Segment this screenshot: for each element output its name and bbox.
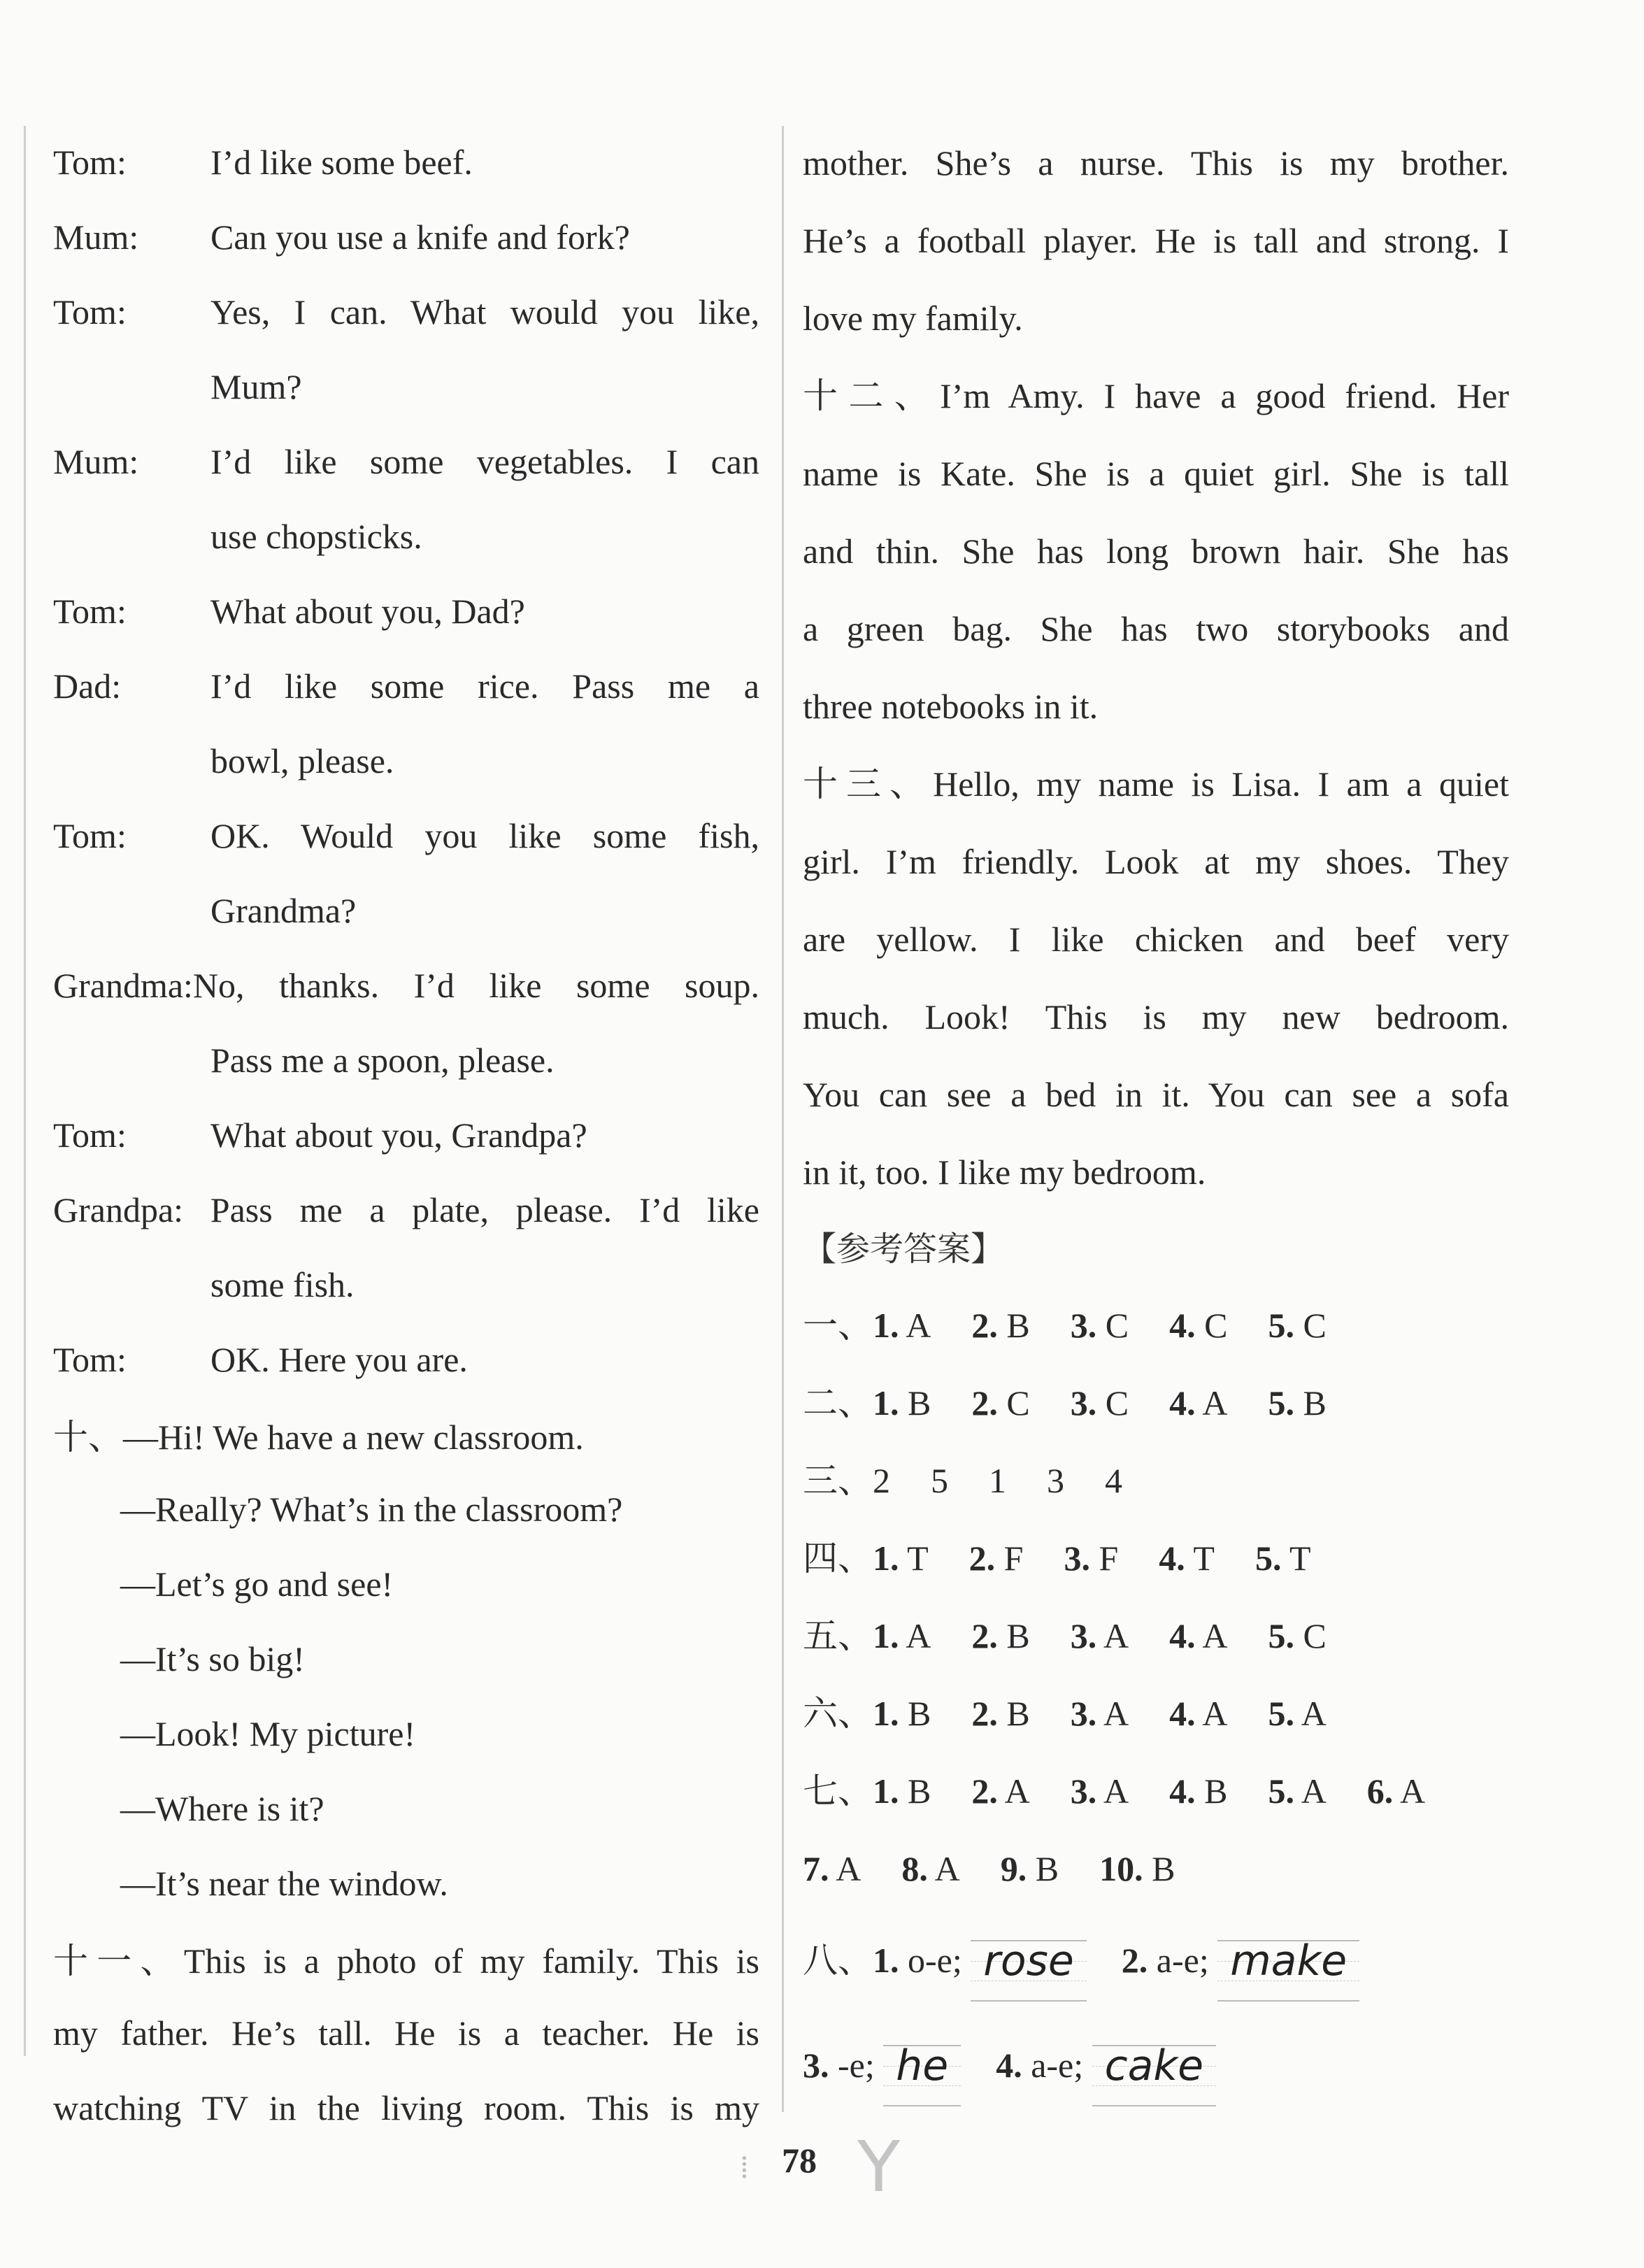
answer-item: 8. A (901, 1849, 960, 1888)
section10-line: —It’s so big! (120, 1639, 305, 1678)
answer-row (803, 1830, 1509, 1908)
answer-item: 1. T (873, 1539, 929, 1578)
answer-item: 5. C (1268, 1616, 1327, 1655)
answer-item: 5. C (1268, 1306, 1327, 1345)
answer-item: 2. B (971, 1616, 1030, 1655)
answer-item: 3. A (1070, 1616, 1129, 1655)
section10-line: —Where is it? (120, 1788, 324, 1828)
dialogue-line: use chopsticks. (210, 516, 422, 556)
answer-section-label: 六、 (803, 1694, 873, 1733)
section11-line: my father. He’s tall. He is a teacher. He is (53, 2013, 759, 2053)
answer-row (803, 1442, 1509, 1520)
answer-item: 1. A (873, 1616, 931, 1655)
answer-row (803, 1520, 1509, 1597)
answer-item: 3. A (1070, 1771, 1129, 1811)
section8-row: 八、1. o-e; rose 2. a-e; make (803, 1908, 1509, 2013)
column-divider (782, 126, 784, 2112)
answer-item: 5. A (1268, 1771, 1327, 1811)
paragraph-line: much. Look! This is my new bedroom. (803, 997, 1509, 1036)
page-number: 78 (782, 2141, 817, 2180)
paragraph-line: name is Kate. She is a quiet girl. She is tall (803, 454, 1509, 493)
answer-row (803, 1753, 1509, 1830)
footer-ornament-right: Y (857, 2126, 901, 2208)
dialogue-line: Dad: I’d like some rice. Pass me a (53, 666, 759, 706)
paragraph-line: 十二、I’m Amy. I have a good friend. Her (803, 376, 1509, 415)
dialogue-line: Mum? (210, 366, 302, 406)
answer-item: 5. T (1255, 1539, 1311, 1578)
section10-line: —Look! My picture! (120, 1713, 416, 1753)
paragraph-line: mother. She’s a nurse. This is my brother. (803, 143, 1509, 183)
paragraph-line: girl. I’m friendly. Look at my shoes. They (803, 842, 1509, 881)
paragraph-line: and thin. She has long brown hair. She has (803, 532, 1509, 571)
answer-item: 5 (931, 1461, 948, 1500)
paragraph-line: 十三、Hello, my name is Lisa. I am a quiet (803, 764, 1509, 804)
handwriting-answer: rose (971, 1926, 1087, 2003)
handwriting-answer: make (1217, 1926, 1359, 2003)
answer-item: 3. F (1064, 1539, 1119, 1578)
paragraph-line: a green bag. She has two storybooks and (803, 609, 1509, 648)
answer-row (803, 1364, 1509, 1442)
paragraph-line: in it, too. I like my bedroom. (803, 1153, 1206, 1192)
paragraph-line: love my family. (803, 299, 1023, 338)
answer-item: 1. B (873, 1771, 931, 1811)
answer-item: 3. C (1070, 1383, 1129, 1422)
answer-item: 7. A (803, 1849, 862, 1888)
answer-item: 2. C (971, 1383, 1030, 1422)
dialogue-line: Pass me a spoon, please. (210, 1040, 555, 1080)
answer-row (803, 1597, 1509, 1675)
answer-item: 5. B (1268, 1383, 1327, 1422)
paragraph-line: are yellow. I like chicken and beef very (803, 920, 1509, 959)
paragraph-line: You can see a bed in it. You can see a sofa (803, 1075, 1509, 1114)
section8-label: 八、 (803, 1941, 873, 1980)
section11-continued (803, 124, 1509, 357)
answer-item: 3. A (1070, 1694, 1129, 1733)
answer-section-label: 二、 (803, 1383, 873, 1422)
paragraph-line: He’s a football player. He is tall and strong. I (803, 221, 1509, 260)
right-column (803, 124, 1509, 2118)
answer-item: 2. A (971, 1771, 1030, 1811)
answers-heading: 【参考答案】 (803, 1229, 1005, 1269)
handwriting-answer: cake (1092, 2031, 1216, 2108)
dialogue-line: Tom: What about you, Grandpa? (53, 1115, 587, 1155)
answer-item: 3 (1047, 1461, 1064, 1500)
dialogue-line: Tom: What about you, Dad? (53, 591, 525, 631)
answer-item: 9. B (1000, 1849, 1059, 1888)
answer-item: 4. A (1169, 1383, 1228, 1422)
answer-item: 4 (1105, 1461, 1122, 1500)
answer-item: 3. C (1070, 1306, 1129, 1345)
dialogue-line: Tom: Yes, I can. What would you like, (53, 292, 759, 331)
section11-line: 十一、This is a photo of my family. This is (53, 1941, 759, 1981)
dialogue-line: Tom: OK. Here you are. (53, 1339, 468, 1379)
dialogue-line: Grandpa: Pass me a plate, please. I’d like (53, 1190, 759, 1229)
section11-line: watching TV in the living room. This is my (53, 2088, 759, 2127)
answer-item: 4. C (1169, 1306, 1228, 1345)
answer-item: 2. B (971, 1694, 1030, 1733)
answer-item: 4. A (1169, 1616, 1228, 1655)
answer-section-label: 五、 (803, 1616, 873, 1655)
section10-line: —Let’s go and see! (120, 1564, 394, 1604)
answer-item: 1. B (873, 1383, 931, 1422)
section10-line: —It’s near the window. (120, 1863, 448, 1903)
answer-item: 1. A (873, 1306, 931, 1345)
dialogue-line: Mum: Can you use a knife and fork? (53, 217, 630, 257)
answer-item: 4. A (1169, 1694, 1228, 1733)
dialogue-line: Mum: I’d like some vegetables. I can (53, 441, 759, 481)
answer-item: 1 (989, 1461, 1006, 1500)
dialogue-line: bowl, please. (210, 741, 394, 780)
section8-row: 3. -e; he 4. a-e; cake (803, 2013, 1509, 2118)
answer-item: 2. F (968, 1539, 1024, 1578)
answer-item: 10. B (1099, 1849, 1175, 1888)
answer-section-label: 一、 (803, 1306, 873, 1345)
paragraph-line: three notebooks in it. (803, 687, 1099, 726)
answer-item: 5. A (1268, 1694, 1327, 1733)
section10-line: —Really? What’s in the classroom? (120, 1489, 623, 1529)
answer-item: 2 (873, 1461, 890, 1500)
answer-section-label: 三、 (803, 1461, 873, 1500)
answer-item: 2. B (971, 1306, 1030, 1345)
dialogue-line: some fish. (210, 1264, 355, 1304)
answer-section-label: 四、 (803, 1539, 873, 1578)
dialogue-line: Grandma:No, thanks. I’d like some soup. (53, 965, 759, 1005)
dialogue-line: Tom: OK. Would you like some fish, (53, 815, 759, 855)
footer-ornament-left: ⁞ (740, 2149, 749, 2185)
dialogue-line: Tom: I’d like some beef. (53, 142, 473, 182)
answer-section-label: 七、 (803, 1771, 873, 1811)
left-column (53, 124, 759, 2145)
section13-paragraph (803, 746, 1509, 1211)
answer-list (803, 1287, 1509, 1908)
answer-item: 1. B (873, 1694, 931, 1733)
answer-row (803, 1287, 1509, 1364)
dialogue-line: Grandma? (210, 890, 357, 930)
section12-paragraph (803, 357, 1509, 746)
section10-line: 十、—Hi! We have a new classroom. (53, 1417, 584, 1457)
answer-item: 4. T (1159, 1539, 1215, 1578)
answer-item: 4. B (1169, 1771, 1228, 1811)
handwriting-answer: he (883, 2031, 961, 2108)
answer-item: 6. A (1366, 1771, 1426, 1811)
left-margin-rule (24, 126, 26, 2056)
answer-row (803, 1675, 1509, 1753)
